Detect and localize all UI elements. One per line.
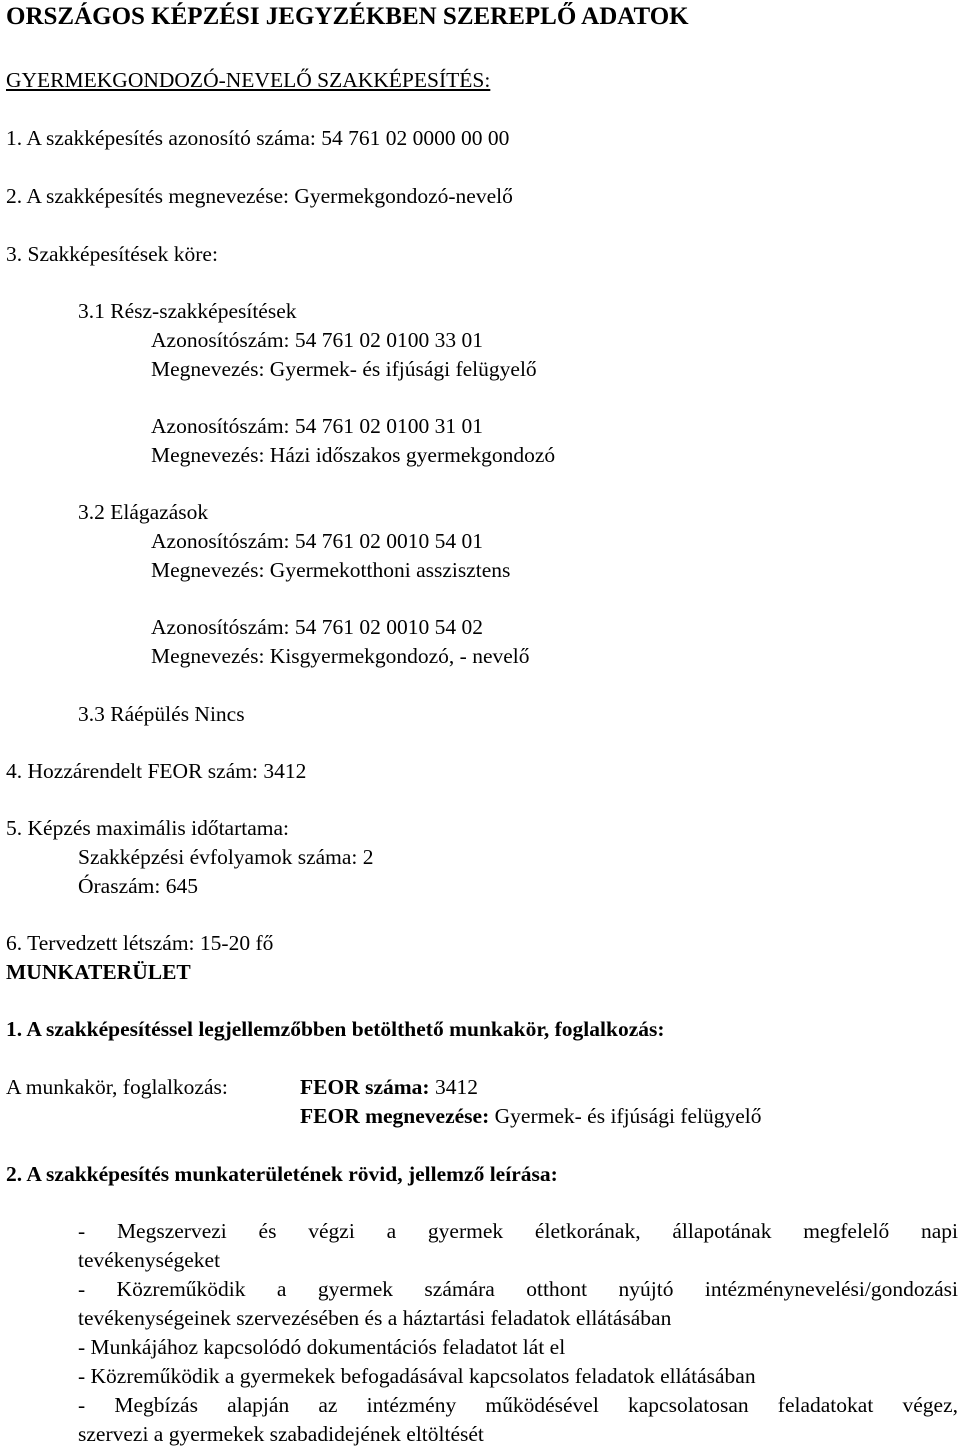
bullet-2-line-1: - Közreműködik a gyermek számára otthont nyújtó intézménynevelési/gondozási (78, 1277, 958, 1301)
item-5: 5. Képzés maximális időtartama: (6, 816, 289, 840)
s32-id-1: Azonosítószám: 54 761 02 0010 54 01 (151, 529, 484, 553)
feor-number-label: FEOR száma: (300, 1075, 430, 1099)
item-5-years: Szakképzési évfolyamok száma: 2 (78, 845, 374, 869)
qualification-heading: GYERMEKGONDOZÓ-NEVELŐ SZAKKÉPESÍTÉS: (6, 68, 491, 92)
feor-number-row (300, 1073, 478, 1102)
s31-id-1: Azonosítószám: 54 761 02 0100 33 01 (151, 328, 484, 352)
bullet-5-line-2: szervezi a gyermekek szabadidejének eltöltését (78, 1422, 484, 1446)
bullet-1-line-2: tevékenységeket (78, 1248, 221, 1272)
section-3-3: 3.3 Ráépülés Nincs (78, 702, 245, 726)
feor-name-value: Gyermek- és ifjúsági felügyelő (494, 1104, 762, 1128)
bullet-3: - Munkájához kapcsolódó dokumentációs feladatot lát el (78, 1335, 566, 1359)
document-title: ORSZÁGOS KÉPZÉSI JEGYZÉKBEN SZEREPLŐ ADATOK (6, 3, 689, 30)
work-heading: MUNKATERÜLET (6, 960, 191, 984)
work-question-2: 2. A szakképesítés munkaterületének rövid, jellemző leírása: (6, 1162, 558, 1186)
bullet-2-line-2: tevékenységeinek szervezésében és a háztartási feladatok ellátásában (78, 1306, 672, 1330)
s31-name-1: Megnevezés: Gyermek- és ifjúsági felügyelő (151, 357, 537, 381)
feor-name-row (300, 1102, 762, 1131)
s31-id-2: Azonosítószám: 54 761 02 0100 31 01 (151, 414, 484, 438)
bullet-1-line-1: - Megszervezi és végzi a gyermek életkorának, állapotának megfelelő napi (78, 1219, 958, 1243)
bullet-5-line-1: - Megbízás alapján az intézmény működésével kapcsolatosan feladatokat végez, (78, 1393, 958, 1417)
job-label (6, 1073, 228, 1102)
s32-name-1: Megnevezés: Gyermekotthoni asszisztens (151, 558, 511, 582)
bullet-4: - Közreműködik a gyermekek befogadásával kapcsolatos feladatok ellátásában (78, 1364, 756, 1388)
item-2: 2. A szakképesítés megnevezése: Gyermekgondozó-nevelő (6, 184, 513, 208)
item-4: 4. Hozzárendelt FEOR szám: 3412 (6, 759, 307, 783)
s31-name-2: Megnevezés: Házi időszakos gyermekgondozó (151, 443, 556, 467)
section-3-1: 3.1 Rész-szakképesítések (78, 299, 297, 323)
s32-name-2: Megnevezés: Kisgyermekgondozó, - nevelő (151, 644, 530, 668)
item-6: 6. Tervedzett létszám: 15-20 fő (6, 931, 274, 955)
s32-id-2: Azonosítószám: 54 761 02 0010 54 02 (151, 615, 484, 639)
section-3-2: 3.2 Elágazások (78, 500, 209, 524)
job-label-text: A munkakör, foglalkozás: (6, 1075, 228, 1099)
item-1: 1. A szakképesítés azonosító száma: 54 761 02 0000 00 00 (6, 126, 510, 150)
feor-name-label: FEOR megnevezése: (300, 1104, 490, 1128)
work-question-1: 1. A szakképesítéssel legjellemzőbben betölthető munkakör, foglalkozás: (6, 1017, 665, 1041)
item-3: 3. Szakképesítések köre: (6, 242, 218, 266)
feor-number-value: 3412 (434, 1075, 478, 1099)
item-5-hours: Óraszám: 645 (78, 874, 199, 898)
